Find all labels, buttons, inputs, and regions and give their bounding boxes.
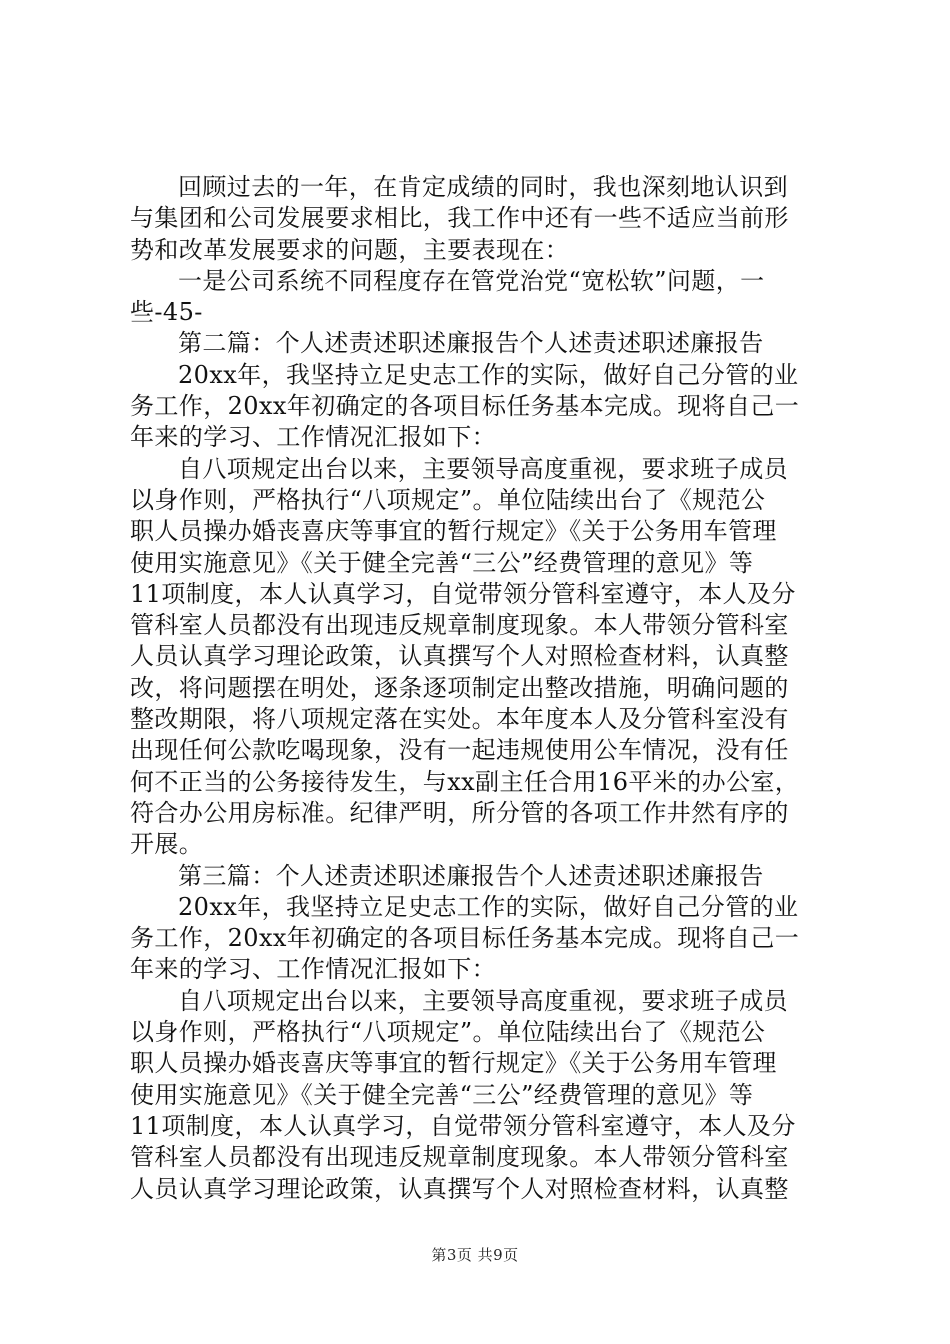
text-line: 年来的学习、工作情况汇报如下：	[130, 423, 496, 452]
text-line: 11项制度，本人认真学习，自觉带领分管科室遵守，本人及分	[130, 579, 796, 608]
text-line: 管科室人员都没有出现违反规章制度现象。本人带领分管科室	[130, 1143, 789, 1172]
page-footer: 第3页 共9页	[431, 1246, 519, 1264]
text-line: 与集团和公司发展要求相比，我工作中还有一些不适应当前形	[130, 204, 789, 233]
text-line: 20xx年，我坚持立足史志工作的实际，做好自己分管的业	[178, 360, 799, 389]
text-line: 第三篇：个人述责述职述廉报告个人述责述职述廉报告	[178, 861, 764, 890]
text-line: 人员认真学习理论政策，认真撰写个人对照检查材料，认真整	[130, 642, 789, 671]
text-line: 何不正当的公务接待发生，与xx副主任合用16平米的办公室，	[130, 767, 800, 796]
document-body	[130, 172, 830, 1205]
text-line: 回顾过去的一年，在肯定成绩的同时，我也深刻地认识到	[178, 173, 788, 201]
text-line: 符合办公用房标准。纪律严明，所分管的各项工作井然有序的	[130, 798, 789, 827]
text-line: 势和改革发展要求的问题，主要表现在：	[130, 235, 570, 264]
text-line: 使用实施意见》《关于健全完善“三公”经费管理的意见》等	[130, 1080, 754, 1109]
text-line: 自八项规定出台以来，主要领导高度重视，要求班子成员	[178, 986, 788, 1015]
text-line: 出现任何公款吃喝现象，没有一起违规使用公车情况，没有任	[130, 736, 789, 765]
text-line: 务工作，20xx年初确定的各项目标任务基本完成。现将自己一	[130, 392, 800, 421]
text-line: 年来的学习、工作情况汇报如下：	[130, 955, 496, 984]
text-line: 开展。	[130, 830, 204, 859]
text-line: 11项制度，本人认真学习，自觉带领分管科室遵守，本人及分	[130, 1111, 796, 1140]
text-line: 些-45-	[130, 298, 203, 327]
text-line: 以身作则，严格执行“八项规定”。单位陆续出台了《规范公	[130, 1018, 766, 1047]
text-line: 改，将问题摆在明处，逐条逐项制定出整改措施，明确问题的	[130, 673, 789, 702]
text-line: 职人员操办婚丧喜庆等事宜的暂行规定》《关于公务用车管理	[130, 1049, 777, 1078]
text-line: 职人员操办婚丧喜庆等事宜的暂行规定》《关于公务用车管理	[130, 517, 777, 546]
text-line: 自八项规定出台以来，主要领导高度重视，要求班子成员	[178, 454, 788, 483]
text-line: 使用实施意见》《关于健全完善“三公”经费管理的意见》等	[130, 548, 754, 577]
text-line: 管科室人员都没有出现违反规章制度现象。本人带领分管科室	[130, 611, 789, 640]
text-line: 整改期限，将八项规定落在实处。本年度本人及分管科室没有	[130, 705, 789, 734]
text-line: 以身作则，严格执行“八项规定”。单位陆续出台了《规范公	[130, 485, 766, 514]
text-line: 人员认真学习理论政策，认真撰写个人对照检查材料，认真整	[130, 1174, 789, 1203]
text-line: 务工作，20xx年初确定的各项目标任务基本完成。现将自己一	[130, 924, 800, 953]
text-line: 20xx年，我坚持立足史志工作的实际，做好自己分管的业	[178, 892, 799, 921]
text-line: 第二篇：个人述责述职述廉报告个人述责述职述廉报告	[178, 329, 764, 358]
text-line: 一是公司系统不同程度存在管党治党“宽松软”问题，一	[178, 266, 765, 295]
